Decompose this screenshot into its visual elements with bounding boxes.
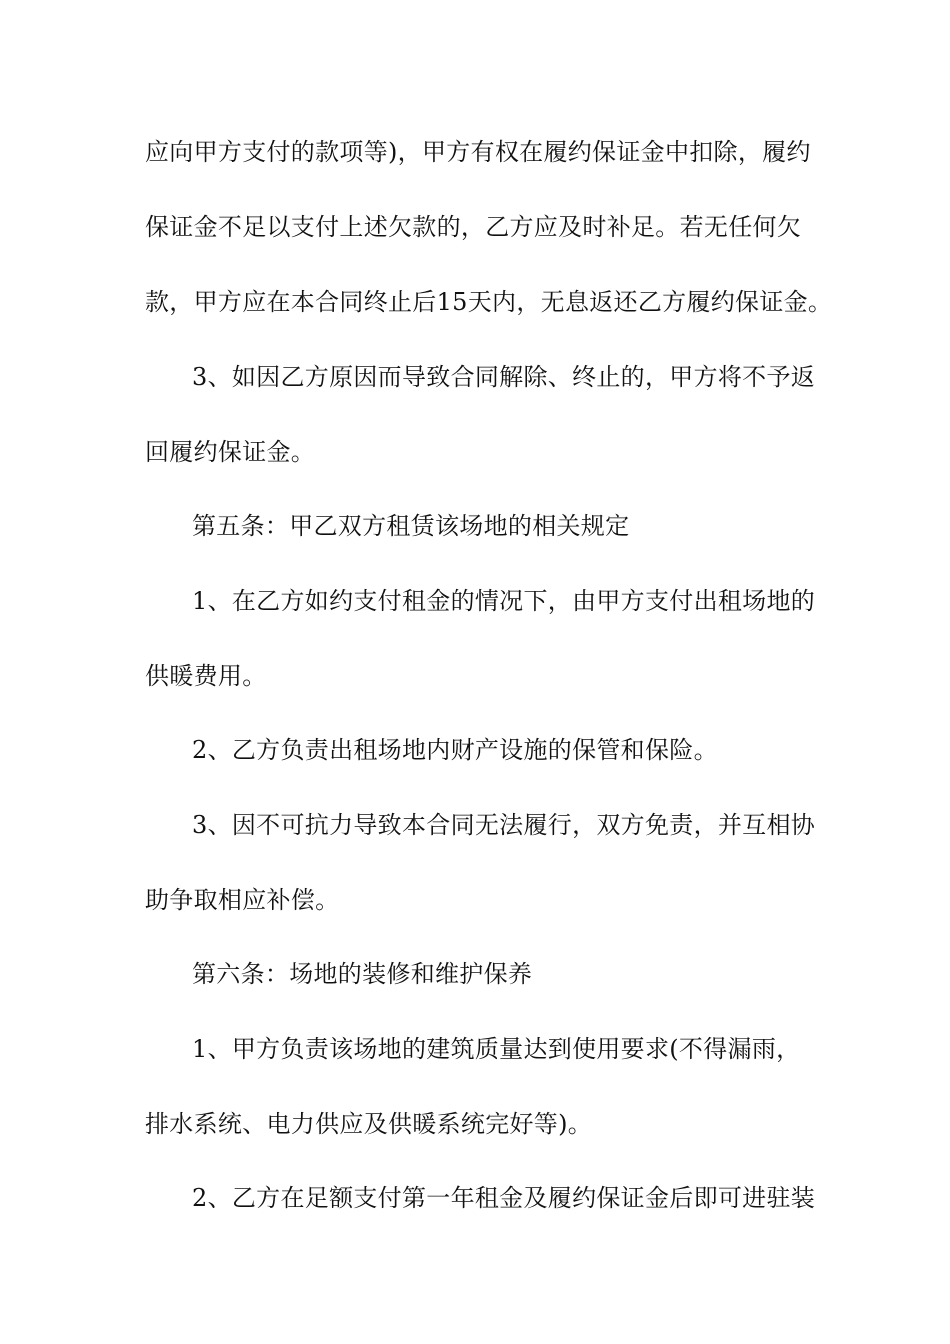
text-line: 助争取相应补偿。	[145, 886, 340, 914]
text-line: 2、乙方负责出租场地内财产设施的保管和保险。	[192, 736, 718, 764]
text-line: 1、甲方负责该场地的建筑质量达到使用要求(不得漏雨，	[192, 1035, 801, 1063]
text-line: 排水系统、电力供应及供暖系统完好等)。	[145, 1110, 593, 1138]
text-line: 保证金不足以支付上述欠款的，乙方应及时补足。若无任何欠	[145, 213, 802, 241]
text-line: 款，甲方应在本合同终止后15天内，无息返还乙方履约保证金。	[145, 288, 833, 316]
text-line: 3、因不可抗力导致本合同无法履行，双方免责，并互相协	[192, 811, 816, 839]
text-line: 3、如因乙方原因而导致合同解除、终止的，甲方将不予返	[192, 363, 816, 391]
text-line: 回履约保证金。	[145, 438, 316, 466]
text-line: 2、乙方在足额支付第一年租金及履约保证金后即可进驻装	[192, 1184, 816, 1212]
text-line: 供暖费用。	[145, 662, 267, 690]
text-line: 1、在乙方如约支付租金的情况下，由甲方支付出租场地的	[192, 587, 816, 615]
text-line: 应向甲方支付的款项等)，甲方有权在履约保证金中扣除，履约	[145, 138, 811, 166]
section-heading: 第五条：甲乙双方租赁该场地的相关规定	[192, 512, 630, 540]
section-heading: 第六条：场地的装修和维护保养	[192, 960, 533, 988]
